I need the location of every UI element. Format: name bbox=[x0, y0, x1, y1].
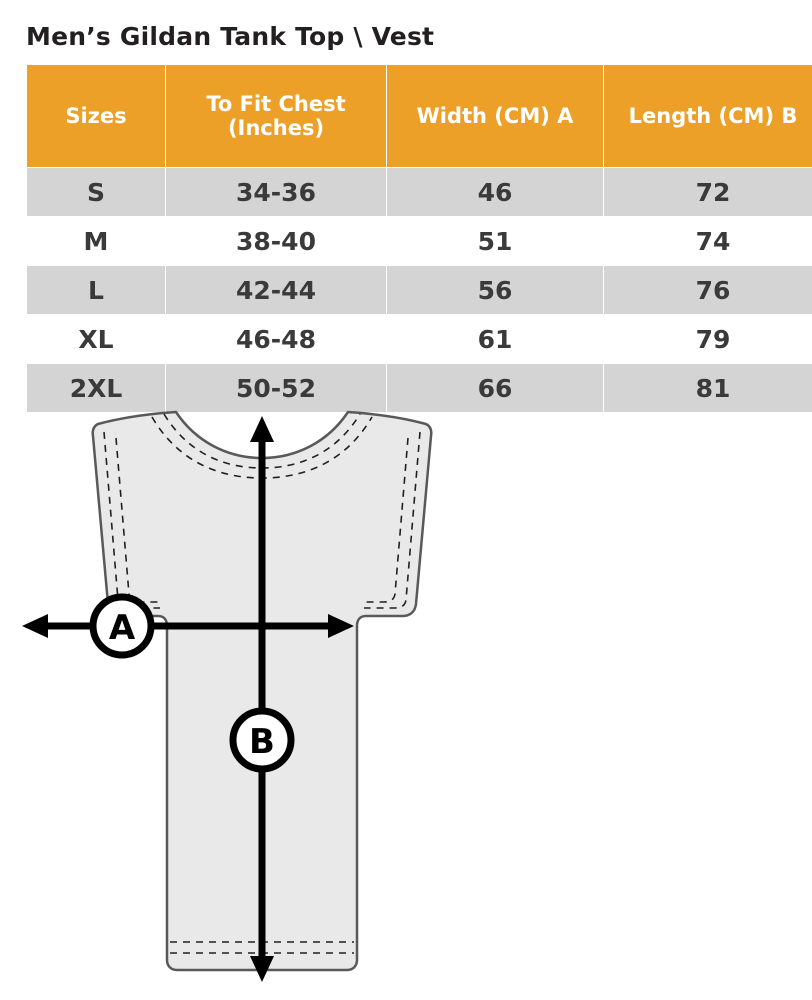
cell-chest: 46-48 bbox=[166, 315, 387, 364]
cell-length: 81 bbox=[604, 364, 812, 413]
cell-width: 56 bbox=[387, 266, 604, 315]
cell-chest: 42-44 bbox=[166, 266, 387, 315]
marker-a-label: A bbox=[108, 608, 136, 648]
cell-chest: 38-40 bbox=[166, 217, 387, 266]
cell-size: L bbox=[27, 266, 166, 315]
column-header-sizes: Sizes bbox=[27, 65, 166, 168]
cell-length: 79 bbox=[604, 315, 812, 364]
cell-width: 66 bbox=[387, 364, 604, 413]
size-chart-table bbox=[26, 64, 812, 413]
marker-b-label: B bbox=[249, 722, 275, 762]
cell-size: XL bbox=[27, 315, 166, 364]
table-row bbox=[27, 315, 812, 364]
table-row bbox=[27, 364, 812, 413]
cell-length: 76 bbox=[604, 266, 812, 315]
column-header-length: Length (CM) B bbox=[604, 65, 812, 168]
marker-a bbox=[93, 597, 151, 655]
cell-width: 46 bbox=[387, 168, 604, 217]
table-row bbox=[27, 217, 812, 266]
cell-size: M bbox=[27, 217, 166, 266]
cell-chest: 50-52 bbox=[166, 364, 387, 413]
page-title: Men’s Gildan Tank Top \ Vest bbox=[26, 22, 435, 51]
cell-width: 51 bbox=[387, 217, 604, 266]
garment-diagram bbox=[0, 408, 812, 1000]
cell-size: 2XL bbox=[27, 364, 166, 413]
column-header-width: Width (CM) A bbox=[387, 65, 604, 168]
column-header-chest: To Fit Chest (Inches) bbox=[166, 65, 387, 168]
table-header-row bbox=[27, 65, 812, 168]
cell-size: S bbox=[27, 168, 166, 217]
cell-length: 72 bbox=[604, 168, 812, 217]
marker-b bbox=[233, 711, 291, 769]
cell-width: 61 bbox=[387, 315, 604, 364]
table-row bbox=[27, 266, 812, 315]
table-row bbox=[27, 168, 812, 217]
cell-length: 74 bbox=[604, 217, 812, 266]
table-body bbox=[27, 168, 812, 413]
table-header bbox=[27, 65, 812, 168]
cell-chest: 34-36 bbox=[166, 168, 387, 217]
